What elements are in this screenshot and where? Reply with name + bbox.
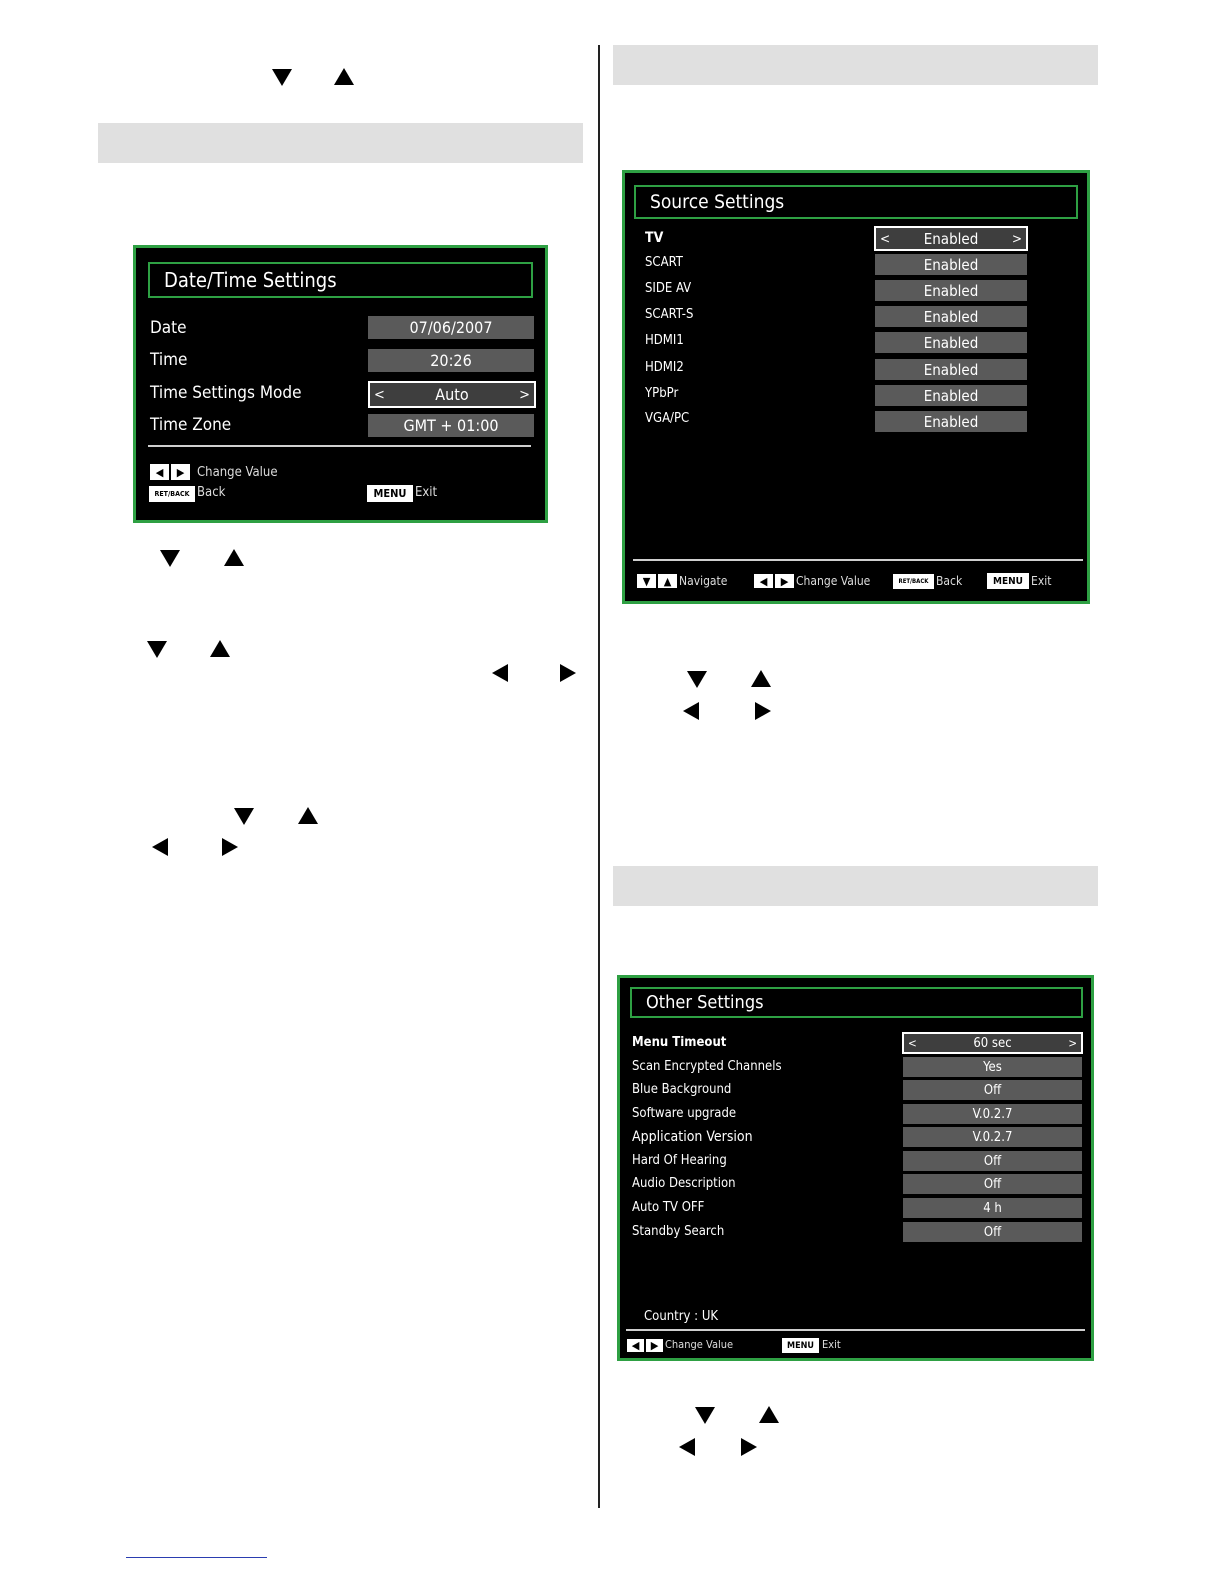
section-header-bar-other	[613, 866, 1098, 906]
setting-label-hard-of-hearing: Hard Of Hearing	[632, 1153, 727, 1168]
source-value-text: Enabled	[923, 386, 979, 405]
up-arrow-icon	[759, 1406, 779, 1423]
section-header-bar-source	[613, 45, 1098, 85]
right-arrow-icon	[741, 1438, 757, 1456]
setting-value-text: Off	[983, 1082, 1002, 1098]
source-value-ypbpr[interactable]	[875, 385, 1027, 406]
exit-hint: Exit	[1031, 574, 1052, 588]
source-label-hdmi2: HDMI2	[645, 360, 684, 375]
left-right-key-icon	[150, 464, 190, 480]
date-time-settings-panel	[133, 245, 548, 523]
left-arrow-icon	[152, 838, 168, 856]
source-value-scart-s[interactable]	[875, 306, 1027, 327]
time-zone-value-text: GMT + 01:00	[403, 416, 499, 435]
source-label-tv: TV	[645, 230, 664, 246]
down-arrow-icon	[147, 641, 167, 658]
setting-value-text: Off	[983, 1224, 1002, 1240]
setting-value-text: 4 h	[983, 1200, 1002, 1216]
source-value-text: Enabled	[923, 412, 979, 431]
chevron-right-icon[interactable]: >	[1068, 1036, 1077, 1050]
source-value-text: Enabled	[923, 333, 979, 352]
change-value-hint: Change Value	[197, 465, 278, 480]
down-arrow-icon	[160, 550, 180, 567]
down-arrow-icon: ▼	[637, 574, 656, 588]
down-arrow-icon	[234, 808, 254, 825]
ret-back-key-icon: RET/BACK	[893, 574, 934, 589]
other-settings-panel	[617, 975, 1094, 1361]
chevron-right-icon[interactable]: >	[1011, 230, 1022, 247]
up-arrow-icon	[298, 807, 318, 824]
panel-title: Date/Time Settings	[148, 262, 533, 298]
left-arrow-icon	[683, 702, 699, 720]
source-value-text: Enabled	[923, 360, 979, 379]
source-value-text: Enabled	[923, 281, 979, 300]
setting-value-application-version[interactable]	[903, 1127, 1082, 1147]
column-divider	[598, 45, 600, 1508]
country-indicator: Country : UK	[644, 1309, 719, 1324]
ret-back-key-icon: RET/BACK	[149, 486, 195, 502]
setting-label-auto-tv-off: Auto TV OFF	[632, 1200, 705, 1215]
footer-divider	[633, 559, 1083, 561]
time-label: Time	[150, 350, 188, 370]
setting-value-audio-description[interactable]	[903, 1174, 1082, 1194]
left-arrow-icon	[492, 664, 508, 682]
setting-value-text: Yes	[983, 1059, 1002, 1075]
setting-value-hard-of-hearing[interactable]	[903, 1151, 1082, 1171]
exit-hint: Exit	[415, 485, 438, 500]
setting-value-text: 60 sec	[973, 1035, 1012, 1051]
down-arrow-icon	[687, 671, 707, 688]
section-header-bar-datetime	[98, 123, 583, 163]
source-settings-panel	[622, 170, 1090, 604]
right-arrow-icon: ▶	[171, 464, 190, 480]
change-value-hint: Change Value	[665, 1338, 734, 1351]
setting-value-text: Off	[983, 1176, 1002, 1192]
time-zone-value[interactable]	[368, 414, 534, 437]
chevron-right-icon[interactable]: >	[519, 386, 530, 403]
source-label-side-av: SIDE AV	[645, 281, 692, 296]
setting-label-scan-encrypted: Scan Encrypted Channels	[632, 1059, 782, 1074]
source-label-scart-s: SCART-S	[645, 307, 694, 322]
right-arrow-icon	[755, 702, 771, 720]
panel-title: Source Settings	[634, 185, 1078, 219]
setting-value-text: V.0.2.7	[972, 1129, 1013, 1145]
up-arrow-icon	[210, 640, 230, 657]
setting-value-text: V.0.2.7	[972, 1106, 1013, 1122]
left-arrow-icon: ◀	[627, 1339, 644, 1352]
time-value-text: 20:26	[430, 351, 472, 370]
setting-value-scan-encrypted[interactable]	[903, 1057, 1082, 1077]
date-value-text: 07/06/2007	[409, 318, 493, 337]
source-value-hdmi2[interactable]	[875, 359, 1027, 380]
up-down-key-icon	[637, 574, 677, 588]
date-label: Date	[150, 318, 187, 338]
right-arrow-icon: ▶	[646, 1339, 663, 1352]
time-value[interactable]	[368, 349, 534, 372]
chevron-left-icon[interactable]: <	[880, 230, 891, 247]
back-hint: Back	[936, 574, 963, 588]
back-hint: Back	[197, 485, 226, 500]
source-value-hdmi1[interactable]	[875, 332, 1027, 353]
down-arrow-icon	[272, 69, 292, 86]
setting-label-software-upgrade: Software upgrade	[632, 1106, 737, 1121]
down-arrow-icon	[695, 1407, 715, 1424]
footer-divider	[626, 1329, 1085, 1331]
right-arrow-icon	[560, 664, 576, 682]
source-value-text: Enabled	[923, 307, 979, 326]
source-value-text: Enabled	[923, 255, 979, 274]
time-settings-mode-label: Time Settings Mode	[150, 383, 302, 403]
source-value-vga-pc[interactable]	[875, 411, 1027, 432]
source-value-tv[interactable]	[874, 226, 1028, 251]
right-arrow-icon: ▶	[775, 574, 794, 588]
setting-value-blue-background[interactable]	[903, 1080, 1082, 1100]
source-label-hdmi1: HDMI1	[645, 333, 684, 348]
left-right-key-icon	[754, 574, 794, 588]
setting-value-auto-tv-off[interactable]	[903, 1198, 1082, 1218]
exit-hint: Exit	[822, 1338, 841, 1351]
time-settings-mode-value: Auto	[435, 385, 469, 404]
source-value-text: Enabled	[923, 229, 979, 248]
up-arrow-icon: ▲	[658, 574, 677, 588]
chevron-left-icon[interactable]: <	[374, 386, 385, 403]
date-value[interactable]	[368, 316, 534, 339]
setting-label-application-version: Application Version	[632, 1129, 753, 1145]
source-label-vga-pc: VGA/PC	[645, 411, 690, 426]
change-value-hint: Change Value	[796, 574, 871, 588]
setting-label-standby-search: Standby Search	[632, 1224, 725, 1239]
right-arrow-icon	[222, 838, 238, 856]
setting-label-blue-background: Blue Background	[632, 1082, 732, 1097]
menu-key-icon: MENU	[782, 1338, 819, 1353]
setting-label-menu-timeout: Menu Timeout	[632, 1035, 727, 1050]
navigate-hint: Navigate	[679, 574, 728, 588]
menu-key-icon: MENU	[987, 573, 1029, 589]
left-arrow-icon: ◀	[150, 464, 169, 480]
up-arrow-icon	[751, 670, 771, 687]
menu-key-icon: MENU	[367, 485, 413, 502]
setting-value-standby-search[interactable]	[903, 1222, 1082, 1242]
setting-value-software-upgrade[interactable]	[903, 1104, 1082, 1124]
source-value-side-av[interactable]	[875, 280, 1027, 301]
source-label-scart: SCART	[645, 255, 683, 270]
setting-label-audio-description: Audio Description	[632, 1176, 736, 1191]
footer-divider	[148, 445, 531, 447]
left-right-key-icon	[627, 1339, 663, 1352]
setting-value-text: Off	[983, 1153, 1002, 1169]
up-arrow-icon	[224, 549, 244, 566]
chevron-left-icon[interactable]: <	[908, 1036, 917, 1050]
source-label-ypbpr: YPbPr	[645, 386, 679, 401]
left-arrow-icon: ◀	[754, 574, 773, 588]
panel-title: Other Settings	[630, 987, 1083, 1018]
time-zone-label: Time Zone	[150, 415, 232, 435]
time-settings-mode-selector[interactable]	[368, 381, 536, 408]
source-value-scart[interactable]	[875, 254, 1027, 275]
footer-link-line	[126, 1557, 267, 1558]
up-arrow-icon	[334, 68, 354, 85]
left-arrow-icon	[679, 1438, 695, 1456]
setting-value-menu-timeout[interactable]	[902, 1032, 1083, 1054]
